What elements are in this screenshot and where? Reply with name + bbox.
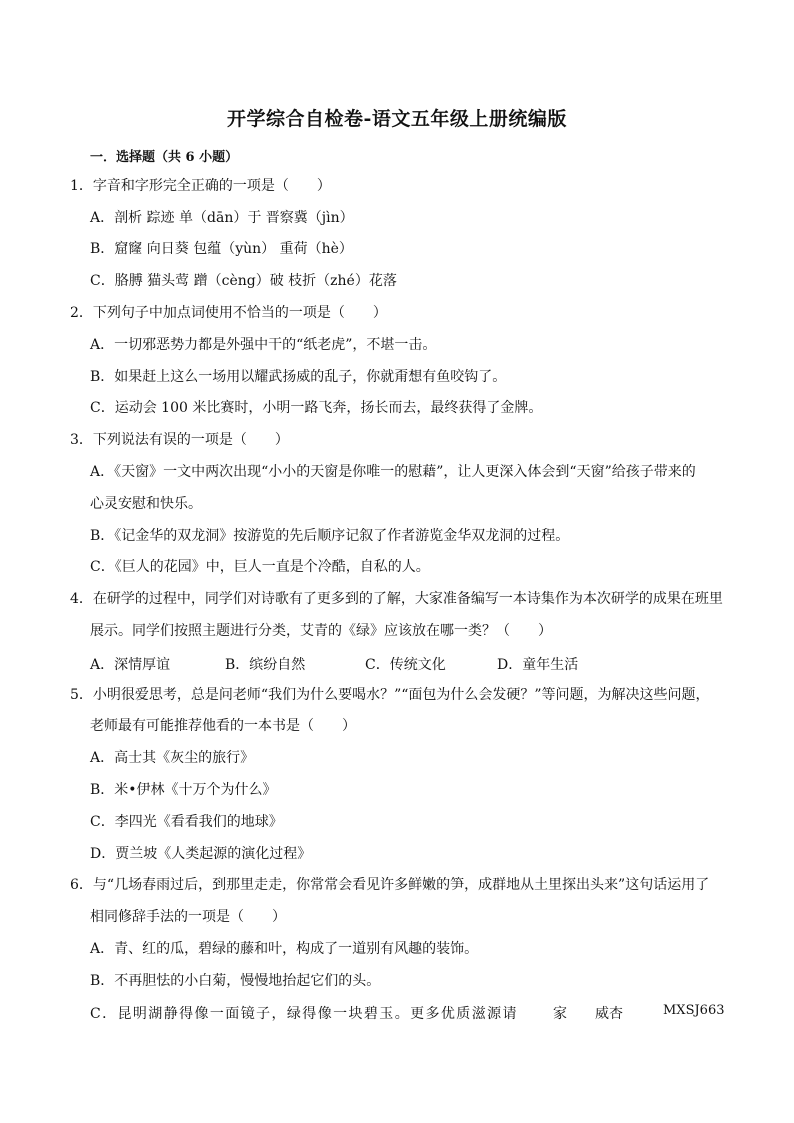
question-3-option-b: B．《记金华的双龙洞》按游览的先后顺序记叙了作者游览金华双龙洞的过程。 <box>90 528 570 544</box>
question-4-stem-cont: 展示。同学们按照主题进行分类，艾青的《绿》应该放在哪一类？（ ） <box>90 623 552 639</box>
question-1-option-b: B．窟窿 向日葵 包蕴（yùn） 重荷（hè） <box>90 241 353 257</box>
watermark-text-1: 家 <box>553 1006 567 1022</box>
question-5-stem: 5．小明很爱思考，总是问老师“我们为什么要喝水？”“面包为什么会发硬？”等问题，为解决这些问题， <box>70 687 710 703</box>
section-heading: 一．选择题（共 6 小题） <box>90 150 239 165</box>
question-2-stem: 2．下列句子中加点词使用不恰当的一项是（ ） <box>70 305 387 321</box>
watermark-code: MXSJ663 <box>663 1003 725 1018</box>
question-4-option-c: C．传统文化 <box>365 657 446 673</box>
question-6-option-b: B．不再胆怯的小白菊，慢慢地抬起它们的头。 <box>90 973 381 989</box>
question-5-option-c: C．李四光《看看我们的地球》 <box>90 814 283 830</box>
watermark-text-2: 威杏 <box>595 1006 623 1022</box>
question-6-option-c: C．昆明湖静得像一面镜子，绿得像一块碧玉。更多优质滋源请 <box>90 1006 518 1022</box>
question-6-stem: 6．与“几场春雨过后，到那里走走，你常常会看见许多鲜嫩的笋，成群地从土里探出头来”这句话运用了 <box>70 877 710 893</box>
question-5-option-a: A．高士其《灰尘的旅行》 <box>90 750 255 766</box>
question-3-stem: 3．下列说法有误的一项是（ ） <box>70 432 289 448</box>
question-1-stem: 1．字音和字形完全正确的一项是（ ） <box>70 178 331 194</box>
question-4-options <box>90 654 650 672</box>
question-2-option-c: C．运动会 100 米比赛时，小明一路飞奔，扬长而去，最终获得了金牌。 <box>90 400 543 416</box>
question-6-option-a: A．青、红的瓜，碧绿的藤和叶，构成了一道别有风趣的装饰。 <box>90 941 479 957</box>
question-5-stem-cont: 老师最有可能推荐他看的一本书是（ ） <box>90 718 356 734</box>
question-4-option-a: A．深情厚谊 <box>90 657 171 673</box>
question-4-stem: 4．在研学的过程中，同学们对诗歌有了更多到的了解，大家准备编写一本诗集作为本次研学的成果在班里 <box>70 591 723 607</box>
question-6-stem-cont: 相同修辞手法的一项是（ ） <box>90 909 286 925</box>
question-3-option-c: C．《巨人的花园》中，巨人一直是个冷酷，自私的人。 <box>90 559 430 575</box>
question-3-option-a: A．《天窗》一文中两次出现“小小的天窗是你唯一的慰藉”，让人更深入体会到“天窗”给孩子带来的 <box>90 464 696 480</box>
page-title: 开学综合自检卷-语文五年级上册统编版 <box>227 108 567 130</box>
question-5-option-b: B．米•伊林《十万个为什么》 <box>90 782 277 798</box>
question-2-option-b: B．如果赶上这么一场用以耀武扬威的乱子，你就甭想有鱼咬钩了。 <box>90 369 507 385</box>
question-5-option-d: D．贾兰坡《人类起源的演化过程》 <box>90 846 312 862</box>
question-4-option-d: D．童年生活 <box>497 657 579 673</box>
question-4-option-b: B．缤纷自然 <box>225 657 306 673</box>
question-1-option-a: A．剖析 踪迹 单（dān）于 晋察冀（jìn） <box>90 210 354 226</box>
question-2-option-a: A．一切邪恶势力都是外强中干的“纸老虎”，不堪一击。 <box>90 337 437 353</box>
question-3-option-a-cont: 心灵安慰和快乐。 <box>90 496 202 512</box>
question-1-option-c: C．胳膊 猫头莺 蹭（cèng）破 枝折（zhé）花落 <box>90 273 397 289</box>
